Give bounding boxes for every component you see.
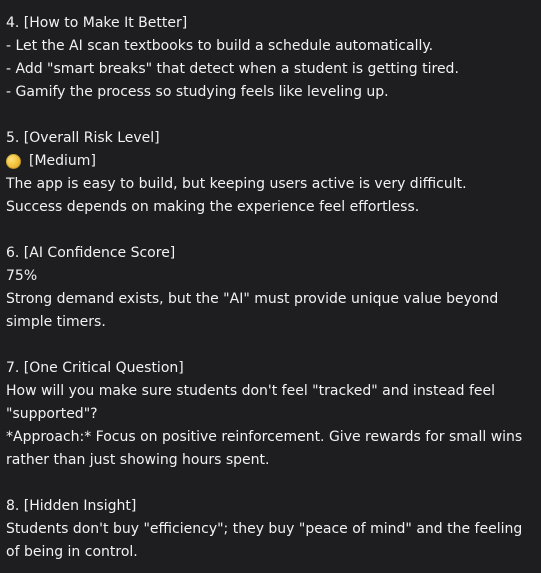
- risk-level-row: [6, 150, 535, 173]
- list-item: - Let the AI scan textbooks to build a schedule automatically.: [6, 38, 434, 54]
- section-overall-risk-level: [6, 127, 535, 219]
- risk-level-value: [Medium]: [29, 153, 96, 169]
- risk-description: Success depends on making the experience feel effortless.: [6, 199, 420, 215]
- list-item: - Add "smart breaks" that detect when a student is getting tired.: [6, 61, 459, 77]
- yellow-circle-icon: [6, 154, 21, 169]
- section-title: 6. [AI Confidence Score]: [6, 245, 176, 261]
- section-title: 5. [Overall Risk Level]: [6, 130, 160, 146]
- section-title: 8. [Hidden Insight]: [6, 498, 137, 514]
- confidence-score-value: 75%: [6, 268, 38, 284]
- section-one-critical-question: [6, 357, 535, 472]
- section-title: 7. [One Critical Question]: [6, 360, 184, 376]
- section-how-to-make-it-better: [6, 12, 535, 104]
- confidence-description: Strong demand exists, but the "AI" must provide unique value beyond simple timers.: [6, 291, 499, 330]
- list-item: - Gamify the process so studying feels like leveling up.: [6, 84, 389, 100]
- risk-description: The app is easy to build, but keeping users active is very difficult.: [6, 176, 467, 192]
- approach-text: *Approach:* Focus on positive reinforcement. Give rewards for small wins rather than just showing hours spent.: [6, 429, 523, 468]
- section-title: 4. [How to Make It Better]: [6, 15, 188, 31]
- critical-question: How will you make sure students don't feel "tracked" and instead feel "supported"?: [6, 383, 496, 422]
- section-hidden-insight: [6, 495, 535, 564]
- hidden-insight-text: Students don't buy "efficiency"; they buy "peace of mind" and the feeling of being in control.: [6, 521, 523, 560]
- section-ai-confidence-score: [6, 242, 535, 334]
